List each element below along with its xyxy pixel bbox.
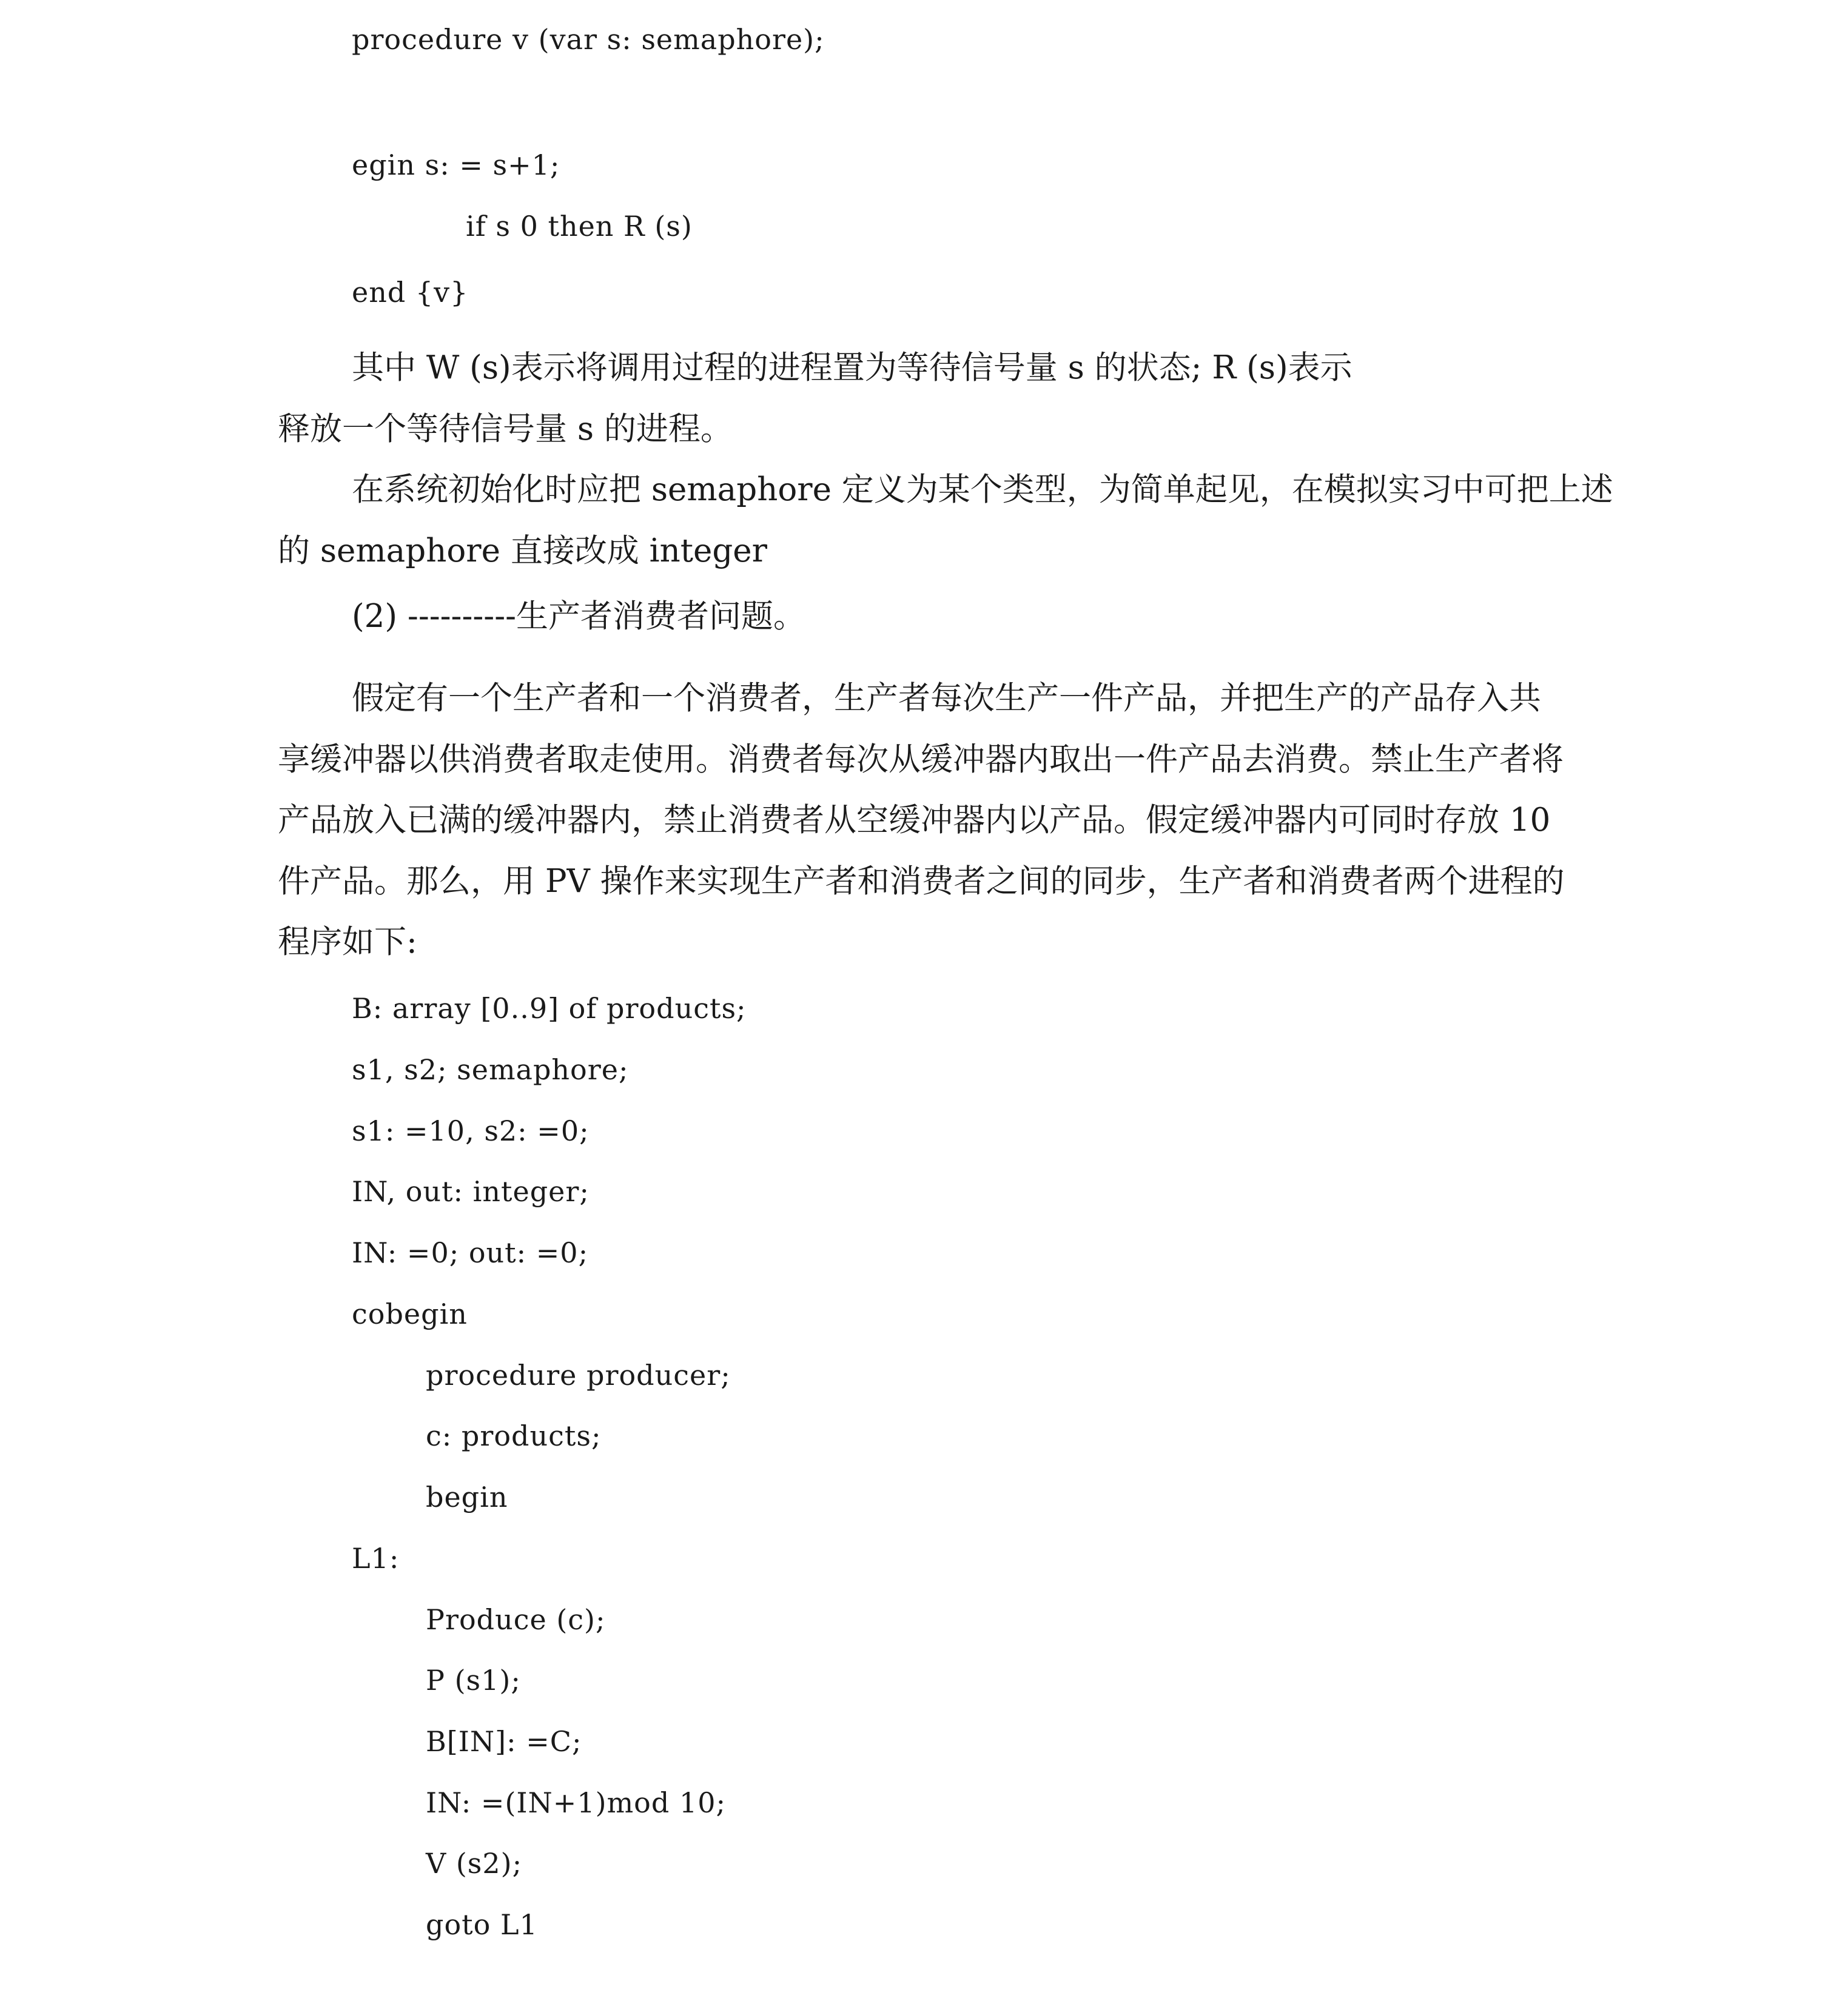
paragraph-line: 释放一个等待信号量 s 的进程。 xyxy=(278,411,733,447)
code-line: IN: =(IN+1)mod 10; xyxy=(426,1786,726,1819)
section-heading: (2) ----------生产者消费者问题。 xyxy=(352,598,806,635)
code-line: procedure producer; xyxy=(426,1359,731,1392)
code-line: c: products; xyxy=(426,1419,602,1452)
paragraph-line: 件产品。那么，用 PV 操作来实现生产者和消费者之间的同步，生产者和消费者两个进程的 xyxy=(278,863,1565,900)
code-line: goto L1 xyxy=(426,1908,538,1941)
code-line: procedure v (var s: semaphore); xyxy=(352,23,825,56)
code-line: P (s1); xyxy=(426,1664,521,1697)
paragraph-line: 产品放入已满的缓冲器内，禁止消费者从空缓冲器内以产品。假定缓冲器内可同时存放 10 xyxy=(278,802,1551,839)
paragraph-line: 假定有一个生产者和一个消费者，生产者每次生产一件产品，并把生产的产品存入共 xyxy=(352,680,1541,717)
code-line: V (s2); xyxy=(426,1847,523,1880)
paragraph-line: 其中 W (s)表示将调用过程的进程置为等待信号量 s 的状态; R (s)表示 xyxy=(352,349,1352,386)
code-line: egin s: = s+1; xyxy=(352,149,560,181)
code-line: s1: =10, s2: =0; xyxy=(352,1114,590,1147)
code-line: cobegin xyxy=(352,1298,468,1330)
code-line: IN, out: integer; xyxy=(352,1175,590,1208)
paragraph-line: 在系统初始化时应把 semaphore 定义为某个类型，为简单起见，在模拟实习中可把上述 xyxy=(352,471,1613,508)
code-line: IN: =0; out: =0; xyxy=(352,1236,589,1269)
code-line: Produce (c); xyxy=(426,1603,606,1636)
code-line: begin xyxy=(426,1481,508,1513)
paragraph-line: 的 semaphore 直接改成 integer xyxy=(278,532,768,569)
code-line: B[IN]: =C; xyxy=(426,1725,582,1758)
code-line: if s 0 then R (s) xyxy=(466,210,693,243)
code-line: end {v} xyxy=(352,276,469,309)
code-line: s1, s2; semaphore; xyxy=(352,1053,629,1086)
paragraph-line: 享缓冲器以供消费者取走使用。消费者每次从缓冲器内取出一件产品去消费。禁止生产者将 xyxy=(278,741,1564,778)
code-line: L1: xyxy=(352,1542,400,1575)
paragraph-line: 程序如下: xyxy=(278,923,417,960)
code-line: B: array [0..9] of products; xyxy=(352,992,747,1025)
